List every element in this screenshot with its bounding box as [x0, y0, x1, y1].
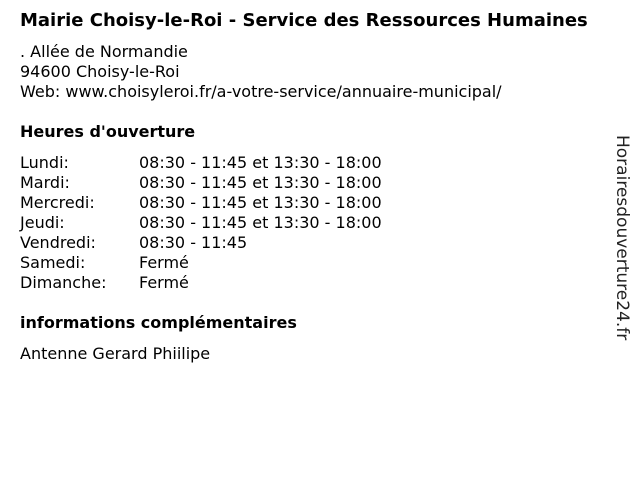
- time-value: 08:30 - 11:45 et 13:30 - 18:00: [139, 213, 382, 232]
- address-block: [20, 42, 620, 102]
- hours-row-saturday: [20, 253, 620, 273]
- website-line: [20, 82, 620, 102]
- business-card: [20, 10, 620, 364]
- hours-row-sunday: [20, 273, 620, 293]
- hours-table: [20, 153, 620, 293]
- day-label: Dimanche:: [20, 273, 107, 292]
- hours-row-friday: [20, 233, 620, 253]
- time-value: 08:30 - 11:45 et 13:30 - 18:00: [139, 173, 382, 192]
- day-label: Lundi:: [20, 153, 69, 172]
- time-value: 08:30 - 11:45: [139, 233, 248, 252]
- hours-heading: Heures d'ouverture: [20, 122, 196, 141]
- address-city: 94600 Choisy-le-Roi: [20, 62, 180, 81]
- time-value: Fermé: [139, 273, 189, 292]
- info-heading: informations complémentaires: [20, 313, 297, 332]
- day-label: Samedi:: [20, 253, 86, 272]
- info-text: Antenne Gerard Phiilipe: [20, 344, 211, 363]
- hours-row-monday: [20, 153, 620, 173]
- time-value: 08:30 - 11:45 et 13:30 - 18:00: [139, 153, 382, 172]
- day-label: Mercredi:: [20, 193, 95, 212]
- hours-row-tuesday: [20, 173, 620, 193]
- page-title: Mairie Choisy-le-Roi - Service des Ressources Humaines: [20, 10, 588, 31]
- address-street: . Allée de Normandie: [20, 42, 188, 61]
- website-label: Web:: [20, 82, 61, 101]
- time-value: Fermé: [139, 253, 189, 272]
- watermark-text: Horairesdouverture24.fr: [612, 135, 632, 341]
- day-label: Jeudi:: [20, 213, 65, 232]
- day-label: Vendredi:: [20, 233, 96, 252]
- website-url: www.choisyleroi.fr/a-votre-service/annuaire-municipal/: [65, 82, 502, 101]
- day-label: Mardi:: [20, 173, 70, 192]
- hours-row-thursday: [20, 213, 620, 233]
- time-value: 08:30 - 11:45 et 13:30 - 18:00: [139, 193, 382, 212]
- hours-row-wednesday: [20, 193, 620, 213]
